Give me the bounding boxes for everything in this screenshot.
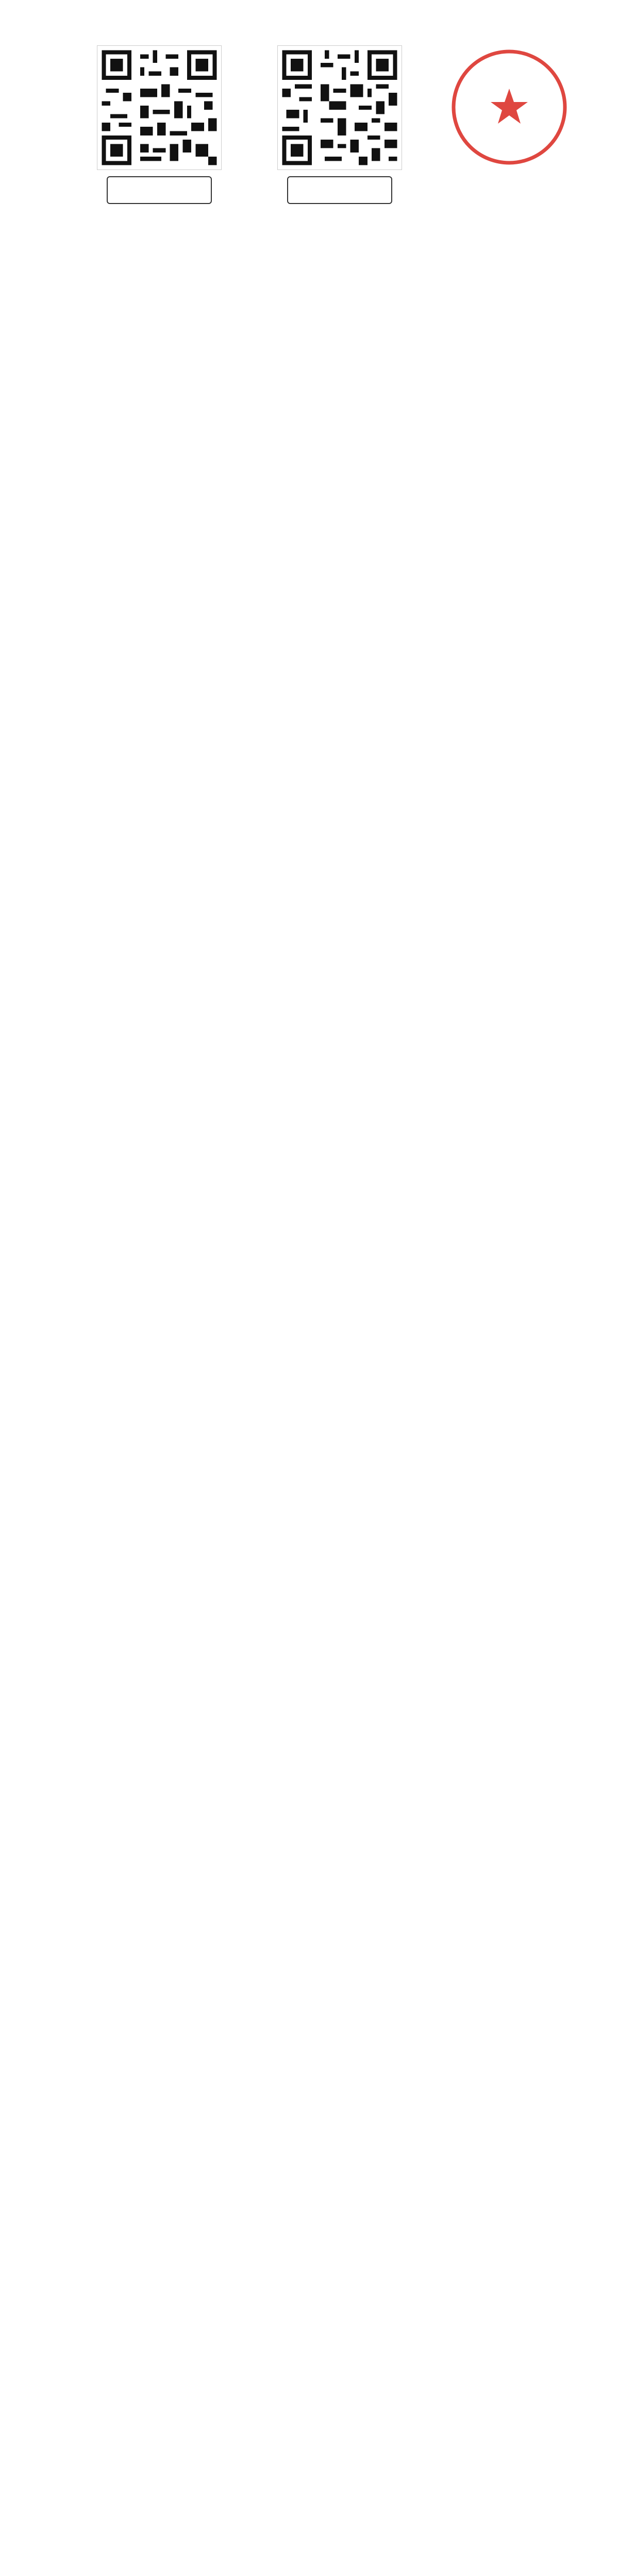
signup-qr-label[interactable] [107,176,212,204]
qr-code-row [33,45,602,215]
signup-qr-code-icon[interactable] [97,45,222,170]
pay-qr-card[interactable] [275,45,404,204]
pay-qr-label[interactable] [287,176,392,204]
signup-qr-card[interactable] [95,45,224,204]
official-seal-icon [447,45,571,169]
pay-qr-code-icon[interactable] [277,45,402,170]
